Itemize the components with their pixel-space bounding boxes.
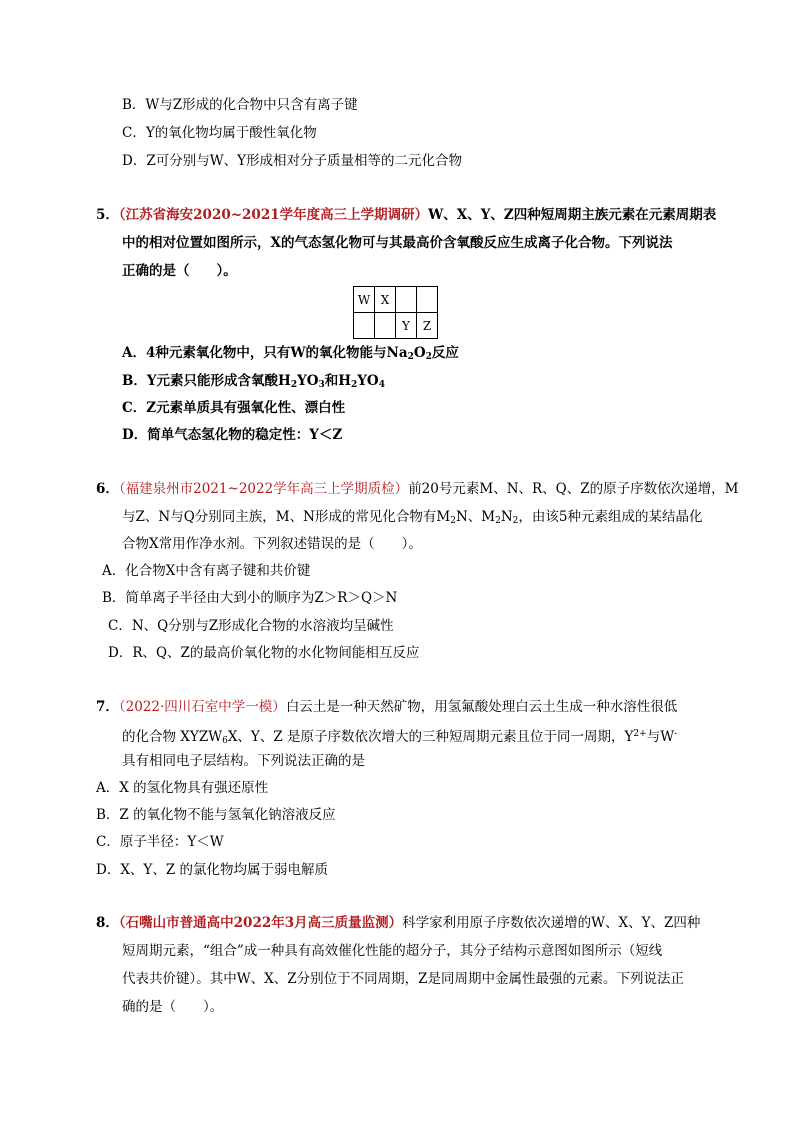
- q6-stem-text: ，由该5种元素组成的某结晶化: [518, 509, 703, 525]
- q5-stem-text1: W、X、Y、Z四种短周期主族元素在元素周期表: [428, 207, 717, 223]
- subscript: 6: [222, 736, 228, 746]
- q6-stem-text: N: [500, 509, 513, 525]
- q7-stem-line3: 具有相同电子层结构。下列说法正确的是: [122, 753, 365, 769]
- subscript: 4: [378, 380, 385, 390]
- table-cell: Z: [417, 313, 438, 339]
- q5-option-c: C．Z元素单质具有强氧化性、漂白性: [122, 400, 346, 416]
- q7-option-b: B．Z 的氧化物不能与氢氧化钠溶液反应: [96, 807, 336, 823]
- q8-source: （石嘴山市普通高中2022年3月高三质量监测）: [118, 915, 403, 931]
- subscript: 2: [351, 380, 358, 390]
- q8-stem-text1: 科学家利用原子序数依次递增的W、X、Y、Z四种: [402, 915, 701, 931]
- q5-option-b-text: YO: [357, 373, 379, 389]
- q5-option-a-text: 反应: [431, 345, 459, 361]
- q6-option-c: C．N、Q分别与Z形成化合物的水溶液均呈碱性: [108, 618, 394, 634]
- table-cell: [375, 313, 396, 339]
- q8-stem-line2: 短周期元素，“组合”成一种具有高效催化性能的超分子，其分子结构示意图如图所示（短线: [122, 943, 663, 959]
- table-cell: [417, 287, 438, 313]
- q5-stem-line3: 正确的是（ ）。: [122, 263, 237, 279]
- q7-stem-line2: [122, 725, 677, 750]
- q6-stem-text: N、M: [455, 509, 496, 525]
- subscript: 2: [495, 516, 501, 526]
- q7-stem-line1: [96, 698, 677, 716]
- q5-option-d: D．简单气态氢化物的稳定性：Y＜Z: [122, 427, 343, 443]
- q6-source: （福建泉州市2021~2022学年高三上学期质检）: [118, 481, 409, 497]
- q6-stem-text1: 前20号元素M、N、R、Q、Z的原子序数依次递增，M: [408, 481, 739, 497]
- q4-option-d: D．Z可分别与W、Y形成相对分子质量相等的二元化合物: [122, 153, 462, 169]
- q5-number: 5．: [96, 207, 119, 223]
- q7-option-a: A．X 的氢化物具有强还原性: [96, 780, 269, 796]
- subscript: 2: [290, 380, 298, 390]
- q5-option-b-text: YO: [297, 373, 319, 389]
- q5-stem-line2: 中的相对位置如图所示，X的气态氢化物可与其最高价含氧酸反应生成离子化合物。下列说法: [122, 235, 673, 251]
- q8-stem-line3: 代表共价键）。其中W、X、Z分别位于不同周期，Z是同周期中金属性最强的元素。下列说法正: [122, 971, 684, 987]
- subscript: 3: [318, 380, 325, 390]
- subscript: 2: [450, 516, 456, 526]
- subscript: 2: [512, 516, 519, 526]
- q8-stem-line1: [96, 914, 700, 932]
- q5-option-a-text: A．4种元素氧化物中，只有W的氧化物能与Na: [122, 345, 408, 361]
- q8-stem-line4: 确的是（ ）。: [122, 999, 224, 1015]
- subscript: 2: [407, 352, 414, 362]
- q5-option-b: [122, 372, 385, 394]
- table-cell: Y: [396, 313, 417, 339]
- superscript: 2+: [633, 729, 647, 739]
- q7-stem-text: 的化合物 XYZW: [122, 729, 223, 745]
- q6-option-b: B．简单离子半径由大到小的顺序为Z＞R＞Q＞N: [102, 590, 398, 606]
- q5-source: （江苏省海安2020~2021学年度高三上学期调研）: [118, 207, 429, 223]
- q7-stem-text: 与W: [646, 729, 675, 745]
- q4-option-c: C．Y的氧化物均属于酸性氧化物: [122, 125, 317, 141]
- q6-stem-line2: [122, 508, 702, 530]
- q7-stem-text1: 白云土是一种天然矿物，用氢氟酸处理白云土生成一种水溶性很低: [285, 699, 678, 715]
- q7-number: 7．: [96, 699, 119, 715]
- q6-stem-text: 与Z、N与Q分别同主族，M、N形成的常见化合物有M: [122, 509, 451, 525]
- periodic-table-fragment: [353, 286, 438, 339]
- q5-option-a-text: O: [413, 345, 426, 361]
- q5-stem-line1: [96, 206, 716, 224]
- q7-option-c: C．原子半径：Y＜W: [96, 834, 224, 850]
- q4-option-b: B．W与Z形成的化合物中只含有离子键: [122, 97, 358, 113]
- superscript: -: [674, 729, 678, 739]
- q5-option-b-text: B．Y元素只能形成含氧酸H: [122, 373, 291, 389]
- subscript: 2: [425, 352, 432, 362]
- q7-option-d: D．X、Y、Z 的氯化物均属于弱电解质: [96, 862, 329, 878]
- q8-number: 8．: [96, 915, 119, 931]
- table-cell: W: [354, 287, 375, 313]
- q6-stem-line1: [96, 480, 738, 498]
- q6-option-a: A．化合物X中含有离子键和共价键: [102, 563, 311, 579]
- q6-stem-line3: 合物X常用作净水剂。下列叙述错误的是（ ）。: [122, 536, 422, 552]
- q5-option-b-text: 和H: [324, 373, 352, 389]
- table-cell: [396, 287, 417, 313]
- q5-option-a: [122, 344, 459, 366]
- table-cell: X: [375, 287, 396, 313]
- table-cell: [354, 313, 375, 339]
- q7-source: （2022·四川石室中学一模）: [118, 699, 286, 715]
- q6-option-d: D．R、Q、Z的最高价氧化物的水化物间能相互反应: [108, 645, 420, 661]
- q7-stem-text: X、Y、Z 是原子序数依次增大的三种短周期元素且位于同一周期，Y: [227, 729, 634, 745]
- q6-number: 6．: [96, 481, 119, 497]
